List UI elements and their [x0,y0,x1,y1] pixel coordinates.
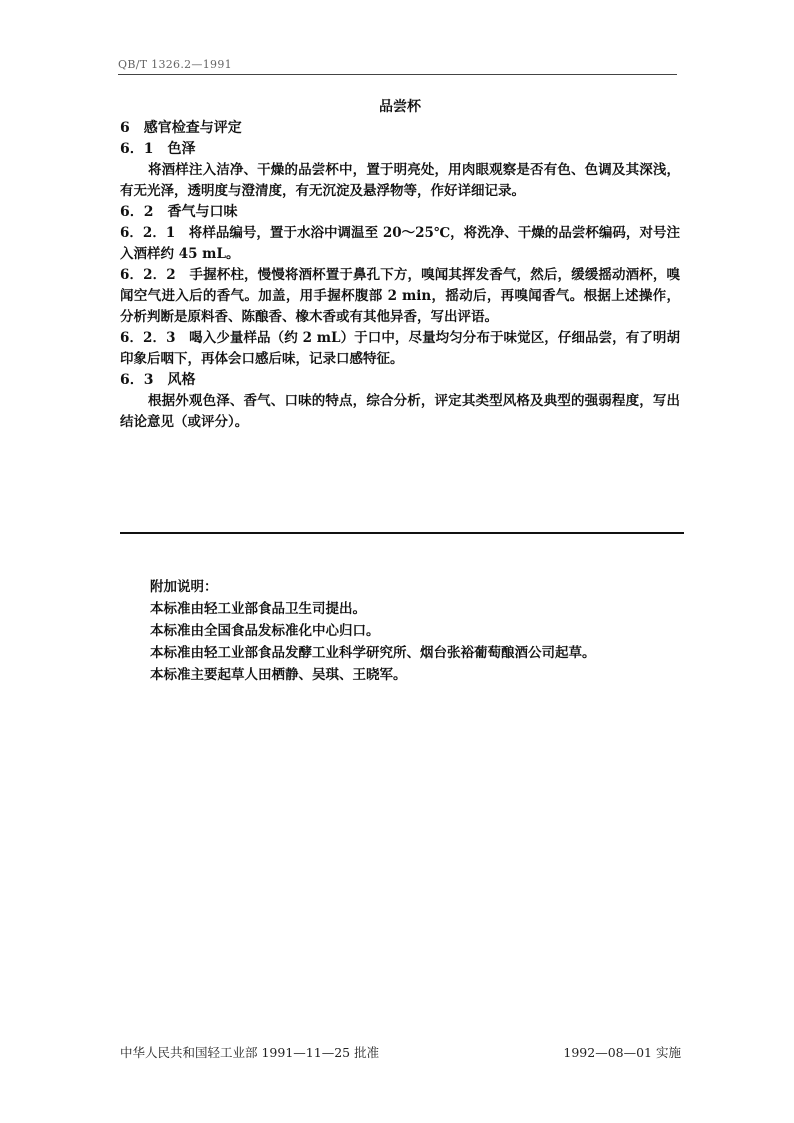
notes-line: 本标准由全国食品发标准化中心归口。 [150,623,380,639]
additional-notes [150,576,690,686]
effective-date-footer: 1992—08—01 实施 [563,1045,681,1060]
section-heading-6-1: 6．1 色泽 [120,141,196,157]
section-heading-6-2: 6．2 香气与口味 [120,204,238,220]
notes-line: 本标准主要起草人田栖静、吴琪、王晓军。 [150,667,407,683]
notes-line: 本标准由轻工业部食品发酵工业科学研究所、烟台张裕葡萄酿酒公司起草。 [150,645,596,661]
section-heading-6: 6 感官检查与评定 [120,120,242,136]
section-divider [120,532,684,534]
page-title: 品尝杯 [379,99,421,115]
standard-code: QB/T 1326.2—1991 [118,58,232,71]
paragraph-6-2-3: 6．2．3 喝入少量样品（约 2 mL）于口中，尽量均匀分布于味觉区，仔细品尝，有了明胡印象后咽下，再体会口感后味，记录口感特征。 [120,330,680,367]
paragraph-style: 根据外观色泽、香气、口味的特点，综合分析，评定其类型风格及典型的强弱程度，写出结论意见（或评分）。 [120,393,680,430]
paragraph-6-2-1: 6．2．1 将样品编号，置于水浴中调温至 20～25℃，将洗净、干燥的品尝杯编码，对号注入酒样约 45 mL。 [120,225,680,262]
paragraph-6-2-2: 6．2．2 手握杯柱，慢慢将酒杯置于鼻孔下方，嗅闻其挥发香气，然后，缓缓摇动酒杯，嗅闻空气进入后的香气。加盖，用手握杯腹部 2 min，摇动后，再嗅闻香气。根据上述操作，分析判断是原料香、陈酿香、橡木香或有其他异香，写出评语。 [120,267,680,325]
paragraph-color: 将酒样注入洁净、干燥的品尝杯中，置于明亮处，用肉眼观察是否有色、色调及其深浅，有无光泽，透明度与澄清度，有无沉淀及悬浮物等，作好详细记录。 [120,162,680,199]
notes-line: 本标准由轻工业部食品卫生司提出。 [150,601,366,617]
header-divider [118,74,677,75]
notes-title: 附加说明： [150,579,218,595]
section-heading-6-3: 6．3 风格 [120,372,196,388]
approval-footer: 中华人民共和国轻工业部 1991—11—25 批准 [120,1045,380,1060]
document-body [120,96,680,433]
